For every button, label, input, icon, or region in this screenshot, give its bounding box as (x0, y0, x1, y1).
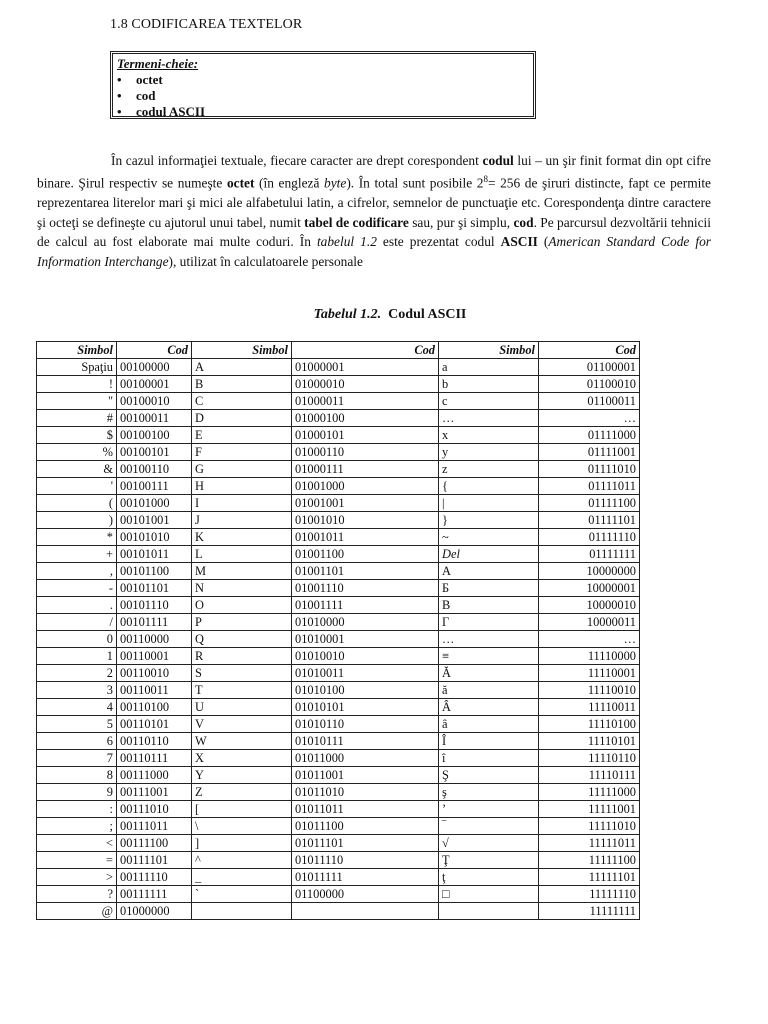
symbol-cell: Spaţiu (37, 359, 117, 376)
code-cell: 01111110 (539, 529, 640, 546)
symbol-cell: { (439, 478, 539, 495)
symbol-cell: ţ (439, 869, 539, 886)
bullet-icon: • (117, 104, 122, 119)
symbol-cell: 4 (37, 699, 117, 716)
table-row (37, 393, 640, 410)
column-header: Cod (539, 342, 640, 359)
symbol-cell: @ (37, 903, 117, 920)
code-cell: 01000010 (292, 376, 439, 393)
symbol-cell: \ (192, 818, 292, 835)
symbol-cell: 3 (37, 682, 117, 699)
code-cell: 00101111 (117, 614, 192, 631)
symbol-cell: V (192, 716, 292, 733)
code-cell: 01100001 (539, 359, 640, 376)
symbol-cell: ' (37, 478, 117, 495)
key-terms-heading: Termeni-cheie: (117, 56, 199, 71)
code-cell: 01001001 (292, 495, 439, 512)
code-cell: 01000110 (292, 444, 439, 461)
code-cell: 11110000 (539, 648, 640, 665)
symbol-cell: S (192, 665, 292, 682)
symbol-cell: ‾ (439, 818, 539, 835)
code-cell: 01000111 (292, 461, 439, 478)
symbol-cell: 5 (37, 716, 117, 733)
symbol-cell: Y (192, 767, 292, 784)
code-cell: 11110001 (539, 665, 640, 682)
code-cell: 01010111 (292, 733, 439, 750)
section-title: 1.8 CODIFICAREA TEXTELOR (110, 17, 303, 32)
symbol-cell: B (192, 376, 292, 393)
code-cell: 01011000 (292, 750, 439, 767)
code-cell: 01011011 (292, 801, 439, 818)
code-cell: 00111001 (117, 784, 192, 801)
code-cell: … (539, 631, 640, 648)
symbol-cell: ; (37, 818, 117, 835)
symbol-cell: ` (192, 886, 292, 903)
code-cell: 10000011 (539, 614, 640, 631)
code-cell: 01010110 (292, 716, 439, 733)
code-cell: 00111011 (117, 818, 192, 835)
code-cell: 00101011 (117, 546, 192, 563)
table-row (37, 682, 640, 699)
code-cell: 00110011 (117, 682, 192, 699)
table-row (37, 529, 640, 546)
code-cell: 00111101 (117, 852, 192, 869)
code-cell: 01011111 (292, 869, 439, 886)
table-row (37, 801, 640, 818)
symbol-cell: [ (192, 801, 292, 818)
symbol-cell: В (439, 597, 539, 614)
symbol-cell: < (37, 835, 117, 852)
code-cell: 11110101 (539, 733, 640, 750)
code-cell: 00100111 (117, 478, 192, 495)
code-cell: 00110111 (117, 750, 192, 767)
code-cell: 11110111 (539, 767, 640, 784)
table-row (37, 614, 640, 631)
code-cell: … (539, 410, 640, 427)
symbol-cell: ~ (439, 529, 539, 546)
table-row (37, 478, 640, 495)
code-cell: 11111001 (539, 801, 640, 818)
code-cell: 00101101 (117, 580, 192, 597)
symbol-cell: } (439, 512, 539, 529)
table-header-row (37, 342, 640, 359)
symbol-cell: G (192, 461, 292, 478)
code-cell: 11110100 (539, 716, 640, 733)
code-cell: 01111101 (539, 512, 640, 529)
code-cell: 11111010 (539, 818, 640, 835)
symbol-cell: ^ (192, 852, 292, 869)
symbol-cell: … (439, 631, 539, 648)
table-row (37, 733, 640, 750)
code-cell: 00101010 (117, 529, 192, 546)
symbol-cell: ≡ (439, 648, 539, 665)
symbol-cell: W (192, 733, 292, 750)
table-row (37, 546, 640, 563)
table-row (37, 597, 640, 614)
table-row (37, 512, 640, 529)
table-row (37, 784, 640, 801)
code-cell: 01010100 (292, 682, 439, 699)
code-cell: 01011010 (292, 784, 439, 801)
symbol-cell: a (439, 359, 539, 376)
symbol-cell: M (192, 563, 292, 580)
symbol-cell: & (37, 461, 117, 478)
code-cell: 01001111 (292, 597, 439, 614)
code-cell: 11111101 (539, 869, 640, 886)
bullet-icon: • (117, 88, 122, 103)
table-row (37, 818, 640, 835)
symbol-cell: T (192, 682, 292, 699)
body-paragraph: În cazul informaţiei textuale, fiecare caracter are drept corespondent codul lui – un şir finit format din opt cifre binare. Şirul respectiv se numeşte octet (în engleză byte). În total sunt posibile $2^8= 256$ de şiruri distincte, fapt ce permite reprezentarea literelor mari şi mici ale alfabetului latin, a cifrelor, semnelor de punctuaţie etc. Corespondenţa dintre caractere şi octeţi se defineşte cu ajutorul unui tabel, numit tabel de codificare sau, pur şi simplu, cod. Pe parcursul dezvoltării tehnicii de calcul au fost elaborate mai multe coduri. În tabelul 1.2 este prezentat codul ASCII (American Standard Code for Information Interchange), utilizat în calculatoarele personale (37, 153, 712, 269)
code-cell: 01010011 (292, 665, 439, 682)
symbol-cell: A (192, 359, 292, 376)
symbol-cell: Q (192, 631, 292, 648)
code-cell: 00101110 (117, 597, 192, 614)
symbol-cell: А (439, 563, 539, 580)
symbol-cell: > (37, 869, 117, 886)
symbol-cell: ş (439, 784, 539, 801)
table-row (37, 580, 640, 597)
symbol-cell: F (192, 444, 292, 461)
symbol-cell: D (192, 410, 292, 427)
code-cell: 01001011 (292, 529, 439, 546)
table-row (37, 665, 640, 682)
table-row (37, 631, 640, 648)
table-row (37, 427, 640, 444)
bullet-icon: • (117, 72, 122, 87)
column-header: Simbol (439, 342, 539, 359)
symbol-cell: x (439, 427, 539, 444)
symbol-cell (192, 903, 292, 920)
symbol-cell: , (37, 563, 117, 580)
symbol-cell: / (37, 614, 117, 631)
code-cell: 01000000 (117, 903, 192, 920)
code-cell: 01011001 (292, 767, 439, 784)
symbol-cell (439, 903, 539, 920)
table-row (37, 444, 640, 461)
table-row (37, 886, 640, 903)
code-cell (292, 903, 439, 920)
symbol-cell: 2 (37, 665, 117, 682)
symbol-cell: 9 (37, 784, 117, 801)
symbol-cell: = (37, 852, 117, 869)
code-cell: 01000101 (292, 427, 439, 444)
code-cell: 11111111 (539, 903, 640, 920)
key-term-item: • cod (117, 88, 156, 103)
column-header: Simbol (37, 342, 117, 359)
table-row (37, 767, 640, 784)
code-cell: 11111100 (539, 852, 640, 869)
code-cell: 00100001 (117, 376, 192, 393)
symbol-cell: $ (37, 427, 117, 444)
code-cell: 01111100 (539, 495, 640, 512)
table-row (37, 359, 640, 376)
code-cell: 00100110 (117, 461, 192, 478)
symbol-cell: Б (439, 580, 539, 597)
ascii-table (36, 341, 640, 920)
code-cell: 00111111 (117, 886, 192, 903)
key-terms-box (110, 51, 536, 119)
code-cell: 01000001 (292, 359, 439, 376)
code-cell: 01100000 (292, 886, 439, 903)
symbol-cell: Ă (439, 665, 539, 682)
symbol-cell: L (192, 546, 292, 563)
table-row (37, 750, 640, 767)
code-cell: 00100101 (117, 444, 192, 461)
symbol-cell: 1 (37, 648, 117, 665)
symbol-cell: ! (37, 376, 117, 393)
code-cell: 01001100 (292, 546, 439, 563)
symbol-cell: c (439, 393, 539, 410)
code-cell: 00111110 (117, 869, 192, 886)
code-cell: 00110110 (117, 733, 192, 750)
table-row (37, 903, 640, 920)
code-cell: 11110010 (539, 682, 640, 699)
code-cell: 11111000 (539, 784, 640, 801)
table-row (37, 648, 640, 665)
symbol-cell: Ţ (439, 852, 539, 869)
symbol-cell: ă (439, 682, 539, 699)
key-term-item: • codul ASCII (117, 104, 205, 119)
table-row (37, 869, 640, 886)
symbol-cell: # (37, 410, 117, 427)
symbol-cell: : (37, 801, 117, 818)
symbol-cell: b (439, 376, 539, 393)
code-cell: 00110101 (117, 716, 192, 733)
table-row (37, 699, 640, 716)
code-cell: 00100000 (117, 359, 192, 376)
code-cell: 01111001 (539, 444, 640, 461)
code-cell: 00110001 (117, 648, 192, 665)
symbol-cell: ] (192, 835, 292, 852)
code-cell: 00110000 (117, 631, 192, 648)
code-cell: 00111000 (117, 767, 192, 784)
symbol-cell: 7 (37, 750, 117, 767)
symbol-cell: Г (439, 614, 539, 631)
symbol-cell: _ (192, 869, 292, 886)
symbol-cell: â (439, 716, 539, 733)
symbol-cell: î (439, 750, 539, 767)
code-cell: 11110110 (539, 750, 640, 767)
code-cell: 01010010 (292, 648, 439, 665)
table-row (37, 461, 640, 478)
code-cell: 00100010 (117, 393, 192, 410)
symbol-cell: K (192, 529, 292, 546)
table-caption: Tabelul 1.2. Codul ASCII (313, 307, 467, 322)
symbol-cell: + (37, 546, 117, 563)
code-cell: 00101100 (117, 563, 192, 580)
code-cell: 01011100 (292, 818, 439, 835)
code-cell: 00100011 (117, 410, 192, 427)
symbol-cell: … (439, 410, 539, 427)
symbol-cell: ( (37, 495, 117, 512)
code-cell: 11110011 (539, 699, 640, 716)
code-cell: 01001110 (292, 580, 439, 597)
code-cell: 01010000 (292, 614, 439, 631)
table-row (37, 835, 640, 852)
code-cell: 01001101 (292, 563, 439, 580)
table-row (37, 716, 640, 733)
code-cell: 01010001 (292, 631, 439, 648)
code-cell: 00101001 (117, 512, 192, 529)
code-cell: 01111000 (539, 427, 640, 444)
symbol-cell: | (439, 495, 539, 512)
code-cell: 01001010 (292, 512, 439, 529)
symbol-cell: % (37, 444, 117, 461)
symbol-cell: X (192, 750, 292, 767)
code-cell: 01010101 (292, 699, 439, 716)
symbol-cell: 8 (37, 767, 117, 784)
symbol-cell: z (439, 461, 539, 478)
code-cell: 00110100 (117, 699, 192, 716)
code-cell: 10000010 (539, 597, 640, 614)
code-cell: 01011101 (292, 835, 439, 852)
symbol-cell: Z (192, 784, 292, 801)
symbol-cell: √ (439, 835, 539, 852)
symbol-cell: 0 (37, 631, 117, 648)
symbol-cell: ? (37, 886, 117, 903)
symbol-cell: C (192, 393, 292, 410)
symbol-cell: - (37, 580, 117, 597)
code-cell: 01000011 (292, 393, 439, 410)
code-cell: 01111111 (539, 546, 640, 563)
column-header: Cod (117, 342, 192, 359)
code-cell: 01011110 (292, 852, 439, 869)
symbol-cell: N (192, 580, 292, 597)
code-cell: 00100100 (117, 427, 192, 444)
symbol-cell: U (192, 699, 292, 716)
code-cell: 01000100 (292, 410, 439, 427)
symbol-cell: ’ (439, 801, 539, 818)
code-cell: 11111011 (539, 835, 640, 852)
code-cell: 00101000 (117, 495, 192, 512)
symbol-cell: 6 (37, 733, 117, 750)
symbol-cell: Ş (439, 767, 539, 784)
symbol-cell: J (192, 512, 292, 529)
table-row (37, 495, 640, 512)
symbol-cell: E (192, 427, 292, 444)
symbol-cell: y (439, 444, 539, 461)
column-header: Simbol (192, 342, 292, 359)
symbol-cell: R (192, 648, 292, 665)
table-row (37, 376, 640, 393)
symbol-cell: P (192, 614, 292, 631)
code-cell: 00111100 (117, 835, 192, 852)
symbol-cell: □ (439, 886, 539, 903)
symbol-cell: Î (439, 733, 539, 750)
code-cell: 10000000 (539, 563, 640, 580)
code-cell: 01100011 (539, 393, 640, 410)
key-term-item: • octet (117, 72, 163, 87)
symbol-cell: H (192, 478, 292, 495)
code-cell: 10000001 (539, 580, 640, 597)
symbol-cell: ) (37, 512, 117, 529)
symbol-cell: . (37, 597, 117, 614)
code-cell: 00111010 (117, 801, 192, 818)
code-cell: 01111011 (539, 478, 640, 495)
symbol-cell: Â (439, 699, 539, 716)
symbol-cell: " (37, 393, 117, 410)
symbol-cell: O (192, 597, 292, 614)
code-cell: 00110010 (117, 665, 192, 682)
code-cell: 01001000 (292, 478, 439, 495)
code-cell: 11111110 (539, 886, 640, 903)
symbol-cell: I (192, 495, 292, 512)
table-row (37, 410, 640, 427)
symbol-cell: Del (439, 546, 539, 563)
column-header: Cod (292, 342, 439, 359)
code-cell: 01111010 (539, 461, 640, 478)
table-row (37, 852, 640, 869)
code-cell: 01100010 (539, 376, 640, 393)
symbol-cell: * (37, 529, 117, 546)
table-row (37, 563, 640, 580)
